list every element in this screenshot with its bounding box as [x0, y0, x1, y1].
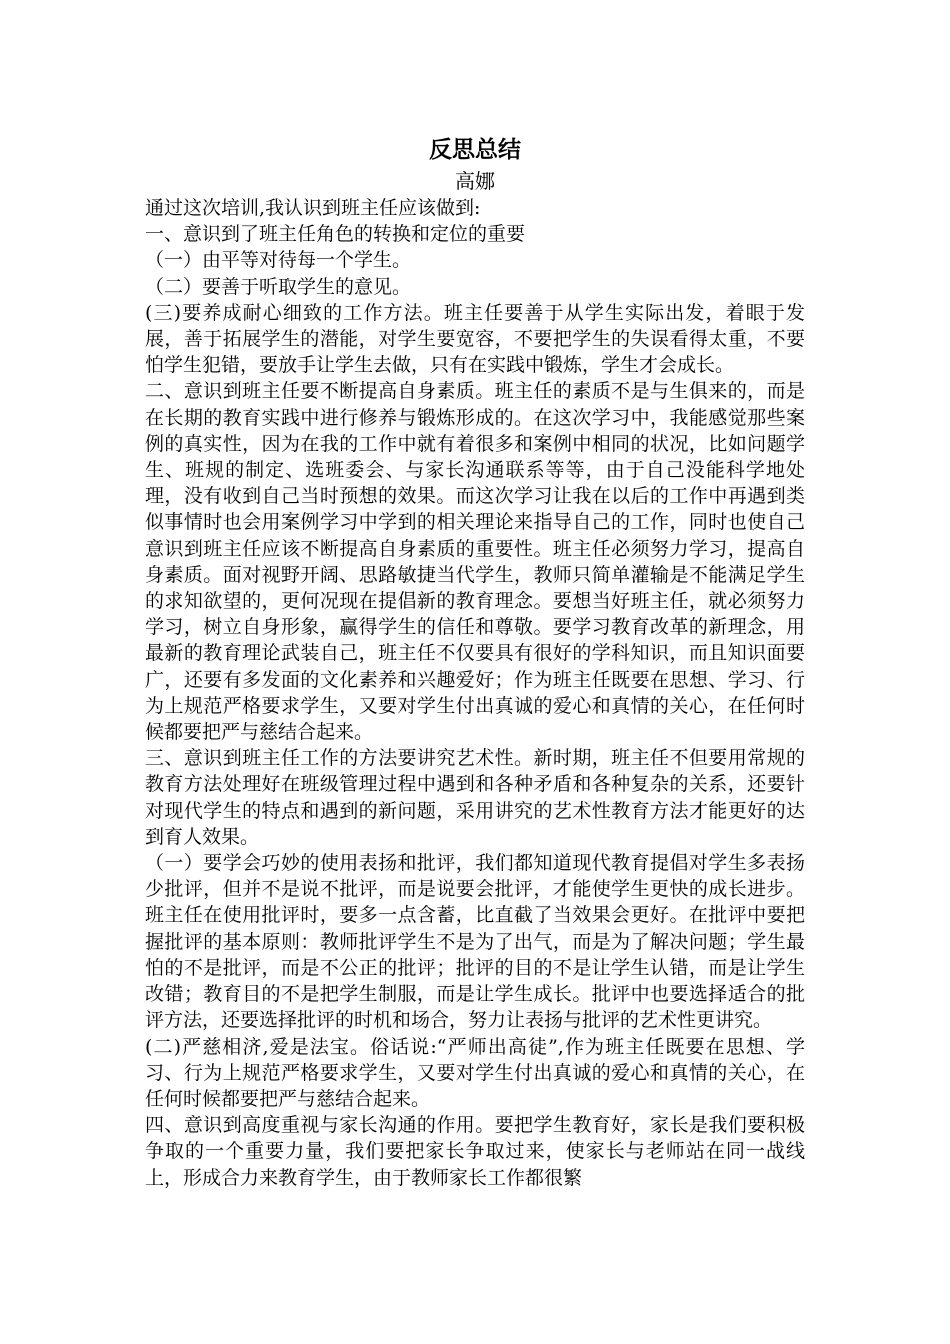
document-author: 高娜	[455, 169, 495, 193]
paragraph-section-1-item-2: （二）要善于听取学生的意见。	[145, 275, 412, 298]
paragraph-section-3-item-1: （一）要学会巧妙的使用表扬和批评，我们都知道现代教育提倡对学生多表扬少批评，但并不是说不批评，而是说要会批评，才能使学生更快的成长进步。班主任在使用批评时，要多一点含蓄，比直截了当效果会更好。在批评中要把握批评的基本原则：教师批评学生不是为了出气，而是为了解决问题；学生最怕的不是批评，而是不公正的批评；批评的目的不是让学生认错，而是让学生改错；教育目的不是把学生制服，而是让学生成长。批评中也要选择适合的批评方法，还要选择批评的时机和场合，努力让表扬与批评的艺术性更讲究。	[145, 852, 805, 1032]
document-title: 反思总结	[429, 137, 521, 163]
paragraph-section-3: 三、意识到班主任工作的方法要讲究艺术性。新时期，班主任不但要用常规的教育方法处理好在班级管理过程中遇到和各种矛盾和各种复杂的关系，还要针对现代学生的特点和遇到的新问题，采用讲究的艺术性教育方法才能更好的达到育人效果。	[145, 747, 805, 848]
document-body	[145, 134, 805, 1191]
paragraph-section-1-heading: 一、意识到了班主任角色的转换和定位的重要	[145, 223, 526, 246]
paragraph-section-1-item-1: （一）由平等对待每一个学生。	[145, 249, 412, 272]
paragraph-section-3-item-2: (二)严慈相济,爱是法宝。俗话说:“严师出高徒”,作为班主任既要在思想、学习、行为上规范严格要求学生，又要对学生付出真诚的爱心和真情的关心，在任何时候都要把严与慈结合起来。	[145, 1035, 805, 1110]
paragraph-section-1-item-3: (三)要养成耐心细致的工作方法。班主任要善于从学生实际出发，着眼于发展，善于拓展学生的潜能，对学生要宽容，不要把学生的失误看得太重，不要怕学生犯错，要放手让学生去做，只有在实践中锻炼，学生才会成长。	[145, 301, 805, 377]
paragraph-intro: 通过这次培训,我认识到班主任应该做到:	[145, 197, 481, 219]
paragraph-section-4: 四、意识到高度重视与家长沟通的作用。要把学生教育好，家长是我们要积极争取的一个重要力量，我们要把家长争取过来，使家长与老师站在同一战线上，形成合力来教育学生，由于教师家长工作都很繁	[145, 1114, 805, 1189]
paragraph-section-2: 二、意识到班主任要不断提高自身素质。班主任的素质不是与生俱来的，而是在长期的教育实践中进行修养与锻炼形成的。在这次学习中，我能感觉那些案例的真实性，因为在我的工作中就有着很多和案例中相同的状况，比如问题学生、班规的制定、选班委会、与家长沟通联系等等，由于自己没能科学地处理，没有收到自己当时预想的效果。而这次学习让我在以后的工作中再遇到类似事情时也会用案例学习中学到的相关理论来指导自己的工作，同时也使自己意识到班主任应该不断提高自身素质的重要性。班主任必须努力学习，提高自身素质。面对视野开阔、思路敏捷当代学生，教师只简单灌输是不能满足学生的求知欲望的，更何况现在提倡新的教育理念。要想当好班主任，就必须努力学习，树立自身形象，赢得学生的信任和尊敬。要学习教育改革的新理念，用最新的教育理论武装自己，班主任不仅要具有很好的学科知识，而且知识面要广，还要有多发面的文化素养和兴趣爱好；作为班主任既要在思想、学习、行为上规范严格要求学生，又要对学生付出真诚的爱心和真情的关心，在任何时候都要把严与慈结合起来。	[145, 380, 805, 744]
